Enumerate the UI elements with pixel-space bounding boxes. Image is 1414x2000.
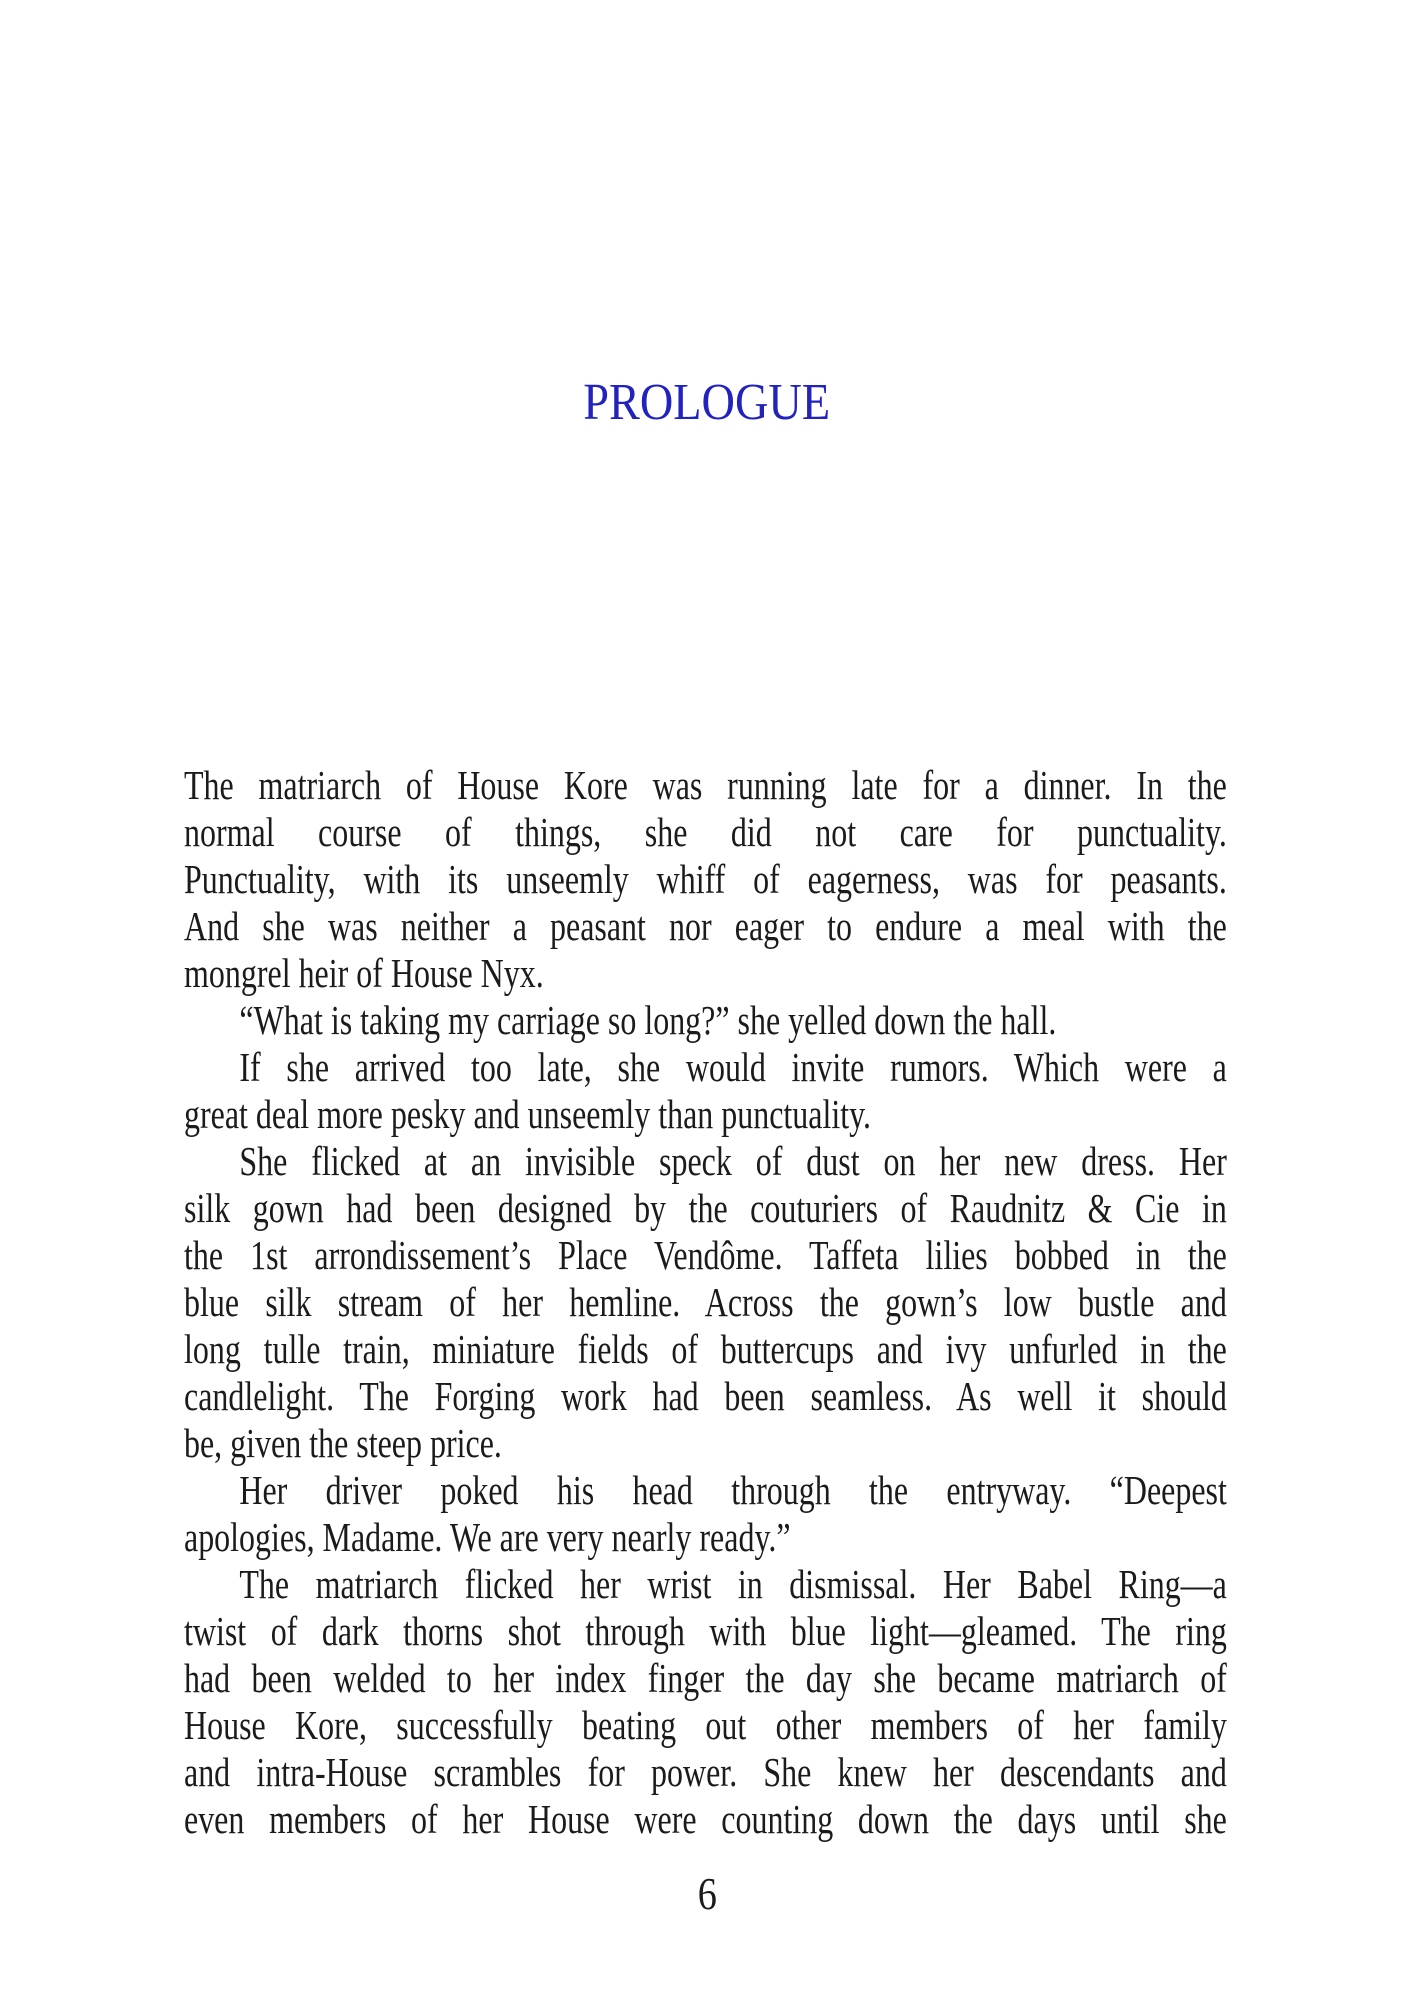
text-line: And she was neither a peasant nor eager to endure a meal with the xyxy=(184,903,1227,949)
text-line: House Kore, successfully beating out other members of her family xyxy=(184,1702,1227,1748)
text-line: had been welded to her index finger the day she became matriarch of xyxy=(184,1655,1227,1701)
text-line: Punctuality, with its unseemly whiff of eagerness, was for peasants. xyxy=(184,856,1227,902)
text-line: twist of dark thorns shot through with blue light—gleamed. The ring xyxy=(184,1608,1227,1654)
text-line: great deal more pesky and unseemly than punctuality. xyxy=(184,1091,872,1137)
text-line: normal course of things, she did not care for punctuality. xyxy=(184,809,1227,855)
text-line: long tulle train, miniature fields of buttercups and ivy unfurled in the xyxy=(184,1326,1227,1372)
page-number-row xyxy=(0,1869,1414,1919)
text-line: The matriarch flicked her wrist in dismissal. Her Babel Ring—a xyxy=(239,1561,1227,1607)
text-line: She flicked at an invisible speck of dust on her new dress. Her xyxy=(239,1138,1227,1184)
text-line: “What is taking my carriage so long?” she yelled down the hall. xyxy=(239,997,1057,1043)
text-line: silk gown had been designed by the couturiers of Raudnitz & Cie in xyxy=(184,1185,1227,1231)
text-line: the 1st arrondissement’s Place Vendôme. Taffeta lilies bobbed in the xyxy=(184,1232,1227,1278)
chapter-heading: PROLOGUE xyxy=(583,374,831,431)
text-line: be, given the steep price. xyxy=(184,1420,502,1466)
chapter-heading-row xyxy=(0,374,1414,431)
text-line: candlelight. The Forging work had been seamless. As well it should xyxy=(184,1373,1227,1419)
text-line: Her driver poked his head through the entryway. “Deepest xyxy=(239,1467,1227,1513)
body-text xyxy=(184,762,1227,1843)
text-line: blue silk stream of her hemline. Across the gown’s low bustle and xyxy=(184,1279,1227,1325)
page-number: 6 xyxy=(697,1869,717,1919)
text-line: The matriarch of House Kore was running late for a dinner. In the xyxy=(184,762,1227,808)
text-line: even members of her House were counting down the days until she xyxy=(184,1796,1227,1842)
text-line: If she arrived too late, she would invite rumors. Which were a xyxy=(239,1044,1227,1090)
text-line: mongrel heir of House Nyx. xyxy=(184,950,544,996)
text-line: apologies, Madame. We are very nearly ready.” xyxy=(184,1514,791,1560)
text-line: and intra-House scrambles for power. She knew her descendants and xyxy=(184,1749,1227,1795)
